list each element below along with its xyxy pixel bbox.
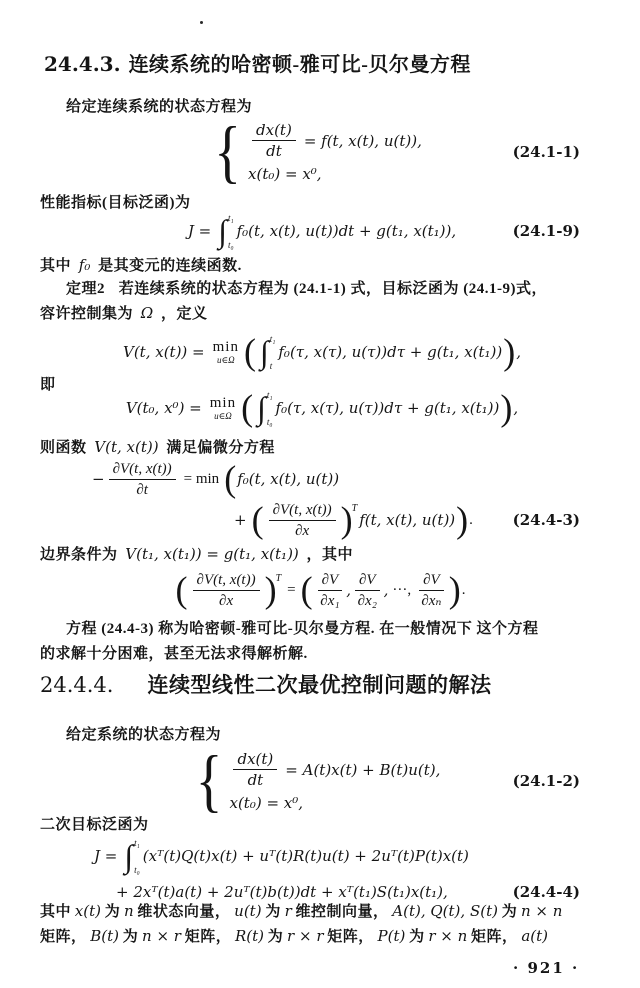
- equation-body: f₀(τ, x(τ), u(τ))dτ + g(t₁, x(t₁)): [278, 343, 503, 361]
- big-paren-open: (: [251, 499, 264, 541]
- equation-lhs: V(t, x(t)) =: [122, 343, 205, 361]
- paragraph-boundary-condition: 边界条件为 V(t₁, x(t₁)) = g(t₁, x(t₁)) ，其中: [40, 545, 354, 563]
- fraction: $\frac{\partial V}{\text{∂xₙ}}$: [419, 571, 444, 610]
- fraction: $\frac{\partial V}{\text{∂x₁}}$: [318, 571, 343, 610]
- paragraph-definitions-line1: 其中 x(t) 为 n 维状态向量， u(t) 为 r 维控制向量， A(t), Q(t), S(t) 为 n × n: [40, 902, 563, 920]
- equation-lhs: V(t₀, x⁰) =: [125, 399, 202, 417]
- big-paren-close: ): [340, 499, 353, 541]
- big-paren-open: (: [175, 569, 188, 611]
- paragraph-given-continuous: 给定连续系统的状态方程为: [66, 99, 253, 115]
- transpose-superscript: T: [351, 502, 358, 514]
- paragraph-performance-index: 性能指标(目标泛函)为: [40, 195, 191, 211]
- integral-sign: ∫ t₁ t₀: [218, 213, 234, 250]
- theorem-2-line1: 定理2 若连续系统的状态方程为 (24.1-1) 式，目标泛函为 (24.1-9)式，: [66, 281, 547, 297]
- equation-body: f₀(t, x(t), u(t))dt + g(t₁, x(t₁)),: [236, 222, 457, 240]
- equation-lhs: J =: [187, 222, 212, 240]
- transpose-superscript: T: [275, 572, 282, 584]
- equation-tag: (24.1-9): [512, 222, 580, 240]
- equation-24-4-3-line1: − $\frac{\partial V(t, x(t))}{\partial t}$ = min ( f₀(t, x(t), u(t)): [92, 458, 340, 500]
- paragraph-conclusion-line2: 的求解十分困难，甚至无法求得解析解.: [40, 646, 308, 662]
- big-paren-close: ): [264, 569, 277, 611]
- system-brace: {: [214, 113, 242, 191]
- equation-body: (xᵀ(t)Q(t)x(t) + uᵀ(t)R(t)u(t) + 2uᵀ(t)P(t)x(t): [142, 847, 469, 865]
- equation-24-1-1: [0, 112, 640, 192]
- equation-tag: (24.1-2): [512, 772, 580, 790]
- equals-min: = min: [183, 470, 220, 487]
- section-number: 24.4.4.: [40, 673, 114, 697]
- integral-upper: t₁: [227, 213, 234, 223]
- paragraph-quadratic-functional: 二次目标泛函为: [40, 817, 149, 833]
- paragraph-definitions-line2: 矩阵， B(t) 为 n × r 矩阵， R(t) 为 r × r 矩阵， P(t) 为 r × n 矩阵， a(t): [40, 927, 548, 945]
- fraction: $\frac{\partial V(t, x(t))}{\partial x}$: [269, 501, 336, 540]
- paragraph-given-system: 给定系统的状态方程为: [66, 727, 222, 743]
- section-title: 连续型线性二次最优控制问题的解法: [147, 673, 492, 697]
- equation-body: f₀(t, x(t), u(t)): [237, 470, 340, 488]
- hjb-name-bold: 哈密顿-雅可比-贝尔曼方程: [189, 621, 371, 637]
- system-brace: {: [195, 742, 223, 820]
- big-paren-open: (: [243, 331, 256, 373]
- big-paren-close: ): [503, 331, 516, 373]
- theorem-label: 定理2: [66, 281, 106, 297]
- paragraph-where-f0: 其中 f₀ 是其变元的连续函数.: [40, 256, 242, 274]
- equation-tag: (24.1-1): [512, 143, 580, 161]
- equation-body: f₀(τ, x(τ), u(τ))dτ + g(t₁, x(t₁)): [275, 399, 500, 417]
- big-paren-close: ): [448, 569, 461, 611]
- big-paren-close: ): [456, 499, 469, 541]
- equation-lhs: J =: [94, 847, 118, 865]
- min-operator: min u∈Ω: [212, 338, 239, 365]
- paragraph-ji: 即: [40, 377, 56, 393]
- fraction: $\frac{dx(t)}{dt}$: [252, 121, 296, 160]
- integral-sign: ∫ t₁ t₀: [124, 838, 140, 875]
- equation-tag: (24.4-3): [512, 511, 580, 529]
- big-paren-open: (: [224, 458, 237, 500]
- ellipsis: ···,: [392, 581, 412, 598]
- integral-sign: ∫ t₁ t₀: [257, 390, 273, 427]
- big-paren-open: (: [241, 387, 254, 429]
- equation-value-function: V(t, x(t)) = min u∈Ω ( ∫ t₁ t f₀(τ, x(τ), u(τ))dτ + g(t₁, x(t₁)) ) ,: [122, 331, 522, 373]
- integral-lower: t₀: [227, 240, 234, 250]
- initial-condition: x(t₀) = x⁰,: [248, 165, 322, 183]
- omega-symbol: Ω: [140, 304, 154, 322]
- fraction: $\frac{\partial V(t, x(t))}{\partial x}$: [193, 571, 260, 610]
- equation-24-4-3-line2: + ( $\frac{\partial V(t, x(t))}{\partial x}$ ) T f(t, x(t), u(t)) ) . (24.4-3): [234, 499, 580, 541]
- section-heading-2444: [40, 675, 491, 696]
- equation-rhs: = f(t, x(t), u(t)),: [303, 131, 422, 150]
- section-title: 连续系统的哈密顿-雅可比-贝尔曼方程: [128, 54, 471, 76]
- paragraph-then-function: 则函数 V(t, x(t)) 满足偏微分方程: [40, 438, 275, 456]
- fraction: $\frac{dx(t)}{dt}$: [233, 750, 277, 789]
- f0-symbol: f₀: [78, 256, 91, 274]
- integral-sign: ∫ t₁ t: [259, 334, 276, 371]
- scan-speck: [200, 21, 203, 24]
- section-number: 24.4.3.: [44, 52, 121, 76]
- fraction: $\frac{\partial V}{\text{∂x₂}}$: [355, 571, 380, 610]
- paragraph-conclusion-line1: 方程 (24.4-3) 称为哈密顿-雅可比-贝尔曼方程. 在一般情况下 这个方程: [66, 621, 539, 637]
- equation-tag: (24.4-4): [512, 883, 580, 901]
- equation-rhs: = A(t)x(t) + B(t)u(t),: [285, 760, 441, 779]
- equation-gradient: ( $\frac{\partial V(t, x(t))}{\partial x}$ ) T = ( $\frac{\partial V}{\text{∂x₁}}$ , $\frac{\partial V}{\text{∂x₂}}$ , ···, $\frac{\partial V}{\text{∂xₙ}}$ ) .: [175, 569, 466, 611]
- page-number: · 921 ·: [513, 959, 580, 977]
- initial-condition: x(t₀) = x⁰,: [229, 794, 304, 812]
- fraction: $\frac{\partial V(t, x(t))}{\partial t}$: [109, 460, 176, 499]
- equation-body: + 2xᵀ(t)a(t) + 2uᵀ(t)b(t))dt + xᵀ(t₁)S(t₁)x(t₁),: [116, 883, 448, 901]
- section-heading-2443: [44, 54, 471, 76]
- min-operator: min u∈Ω: [209, 394, 237, 421]
- equation-value-function-t0: V(t₀, x⁰) = min u∈Ω ( ∫ t₁ t₀ f₀(τ, x(τ), u(τ))dτ + g(t₁, x(t₁)) ) ,: [125, 387, 519, 429]
- equation-body: f(t, x(t), u(t)): [359, 511, 456, 529]
- big-paren-close: ): [500, 387, 513, 429]
- equation-24-1-9: [0, 209, 640, 253]
- equation-24-1-2: [0, 741, 640, 821]
- theorem-2-line2: 容许控制集为 Ω ，定义: [40, 304, 208, 322]
- big-paren-open: (: [300, 569, 313, 611]
